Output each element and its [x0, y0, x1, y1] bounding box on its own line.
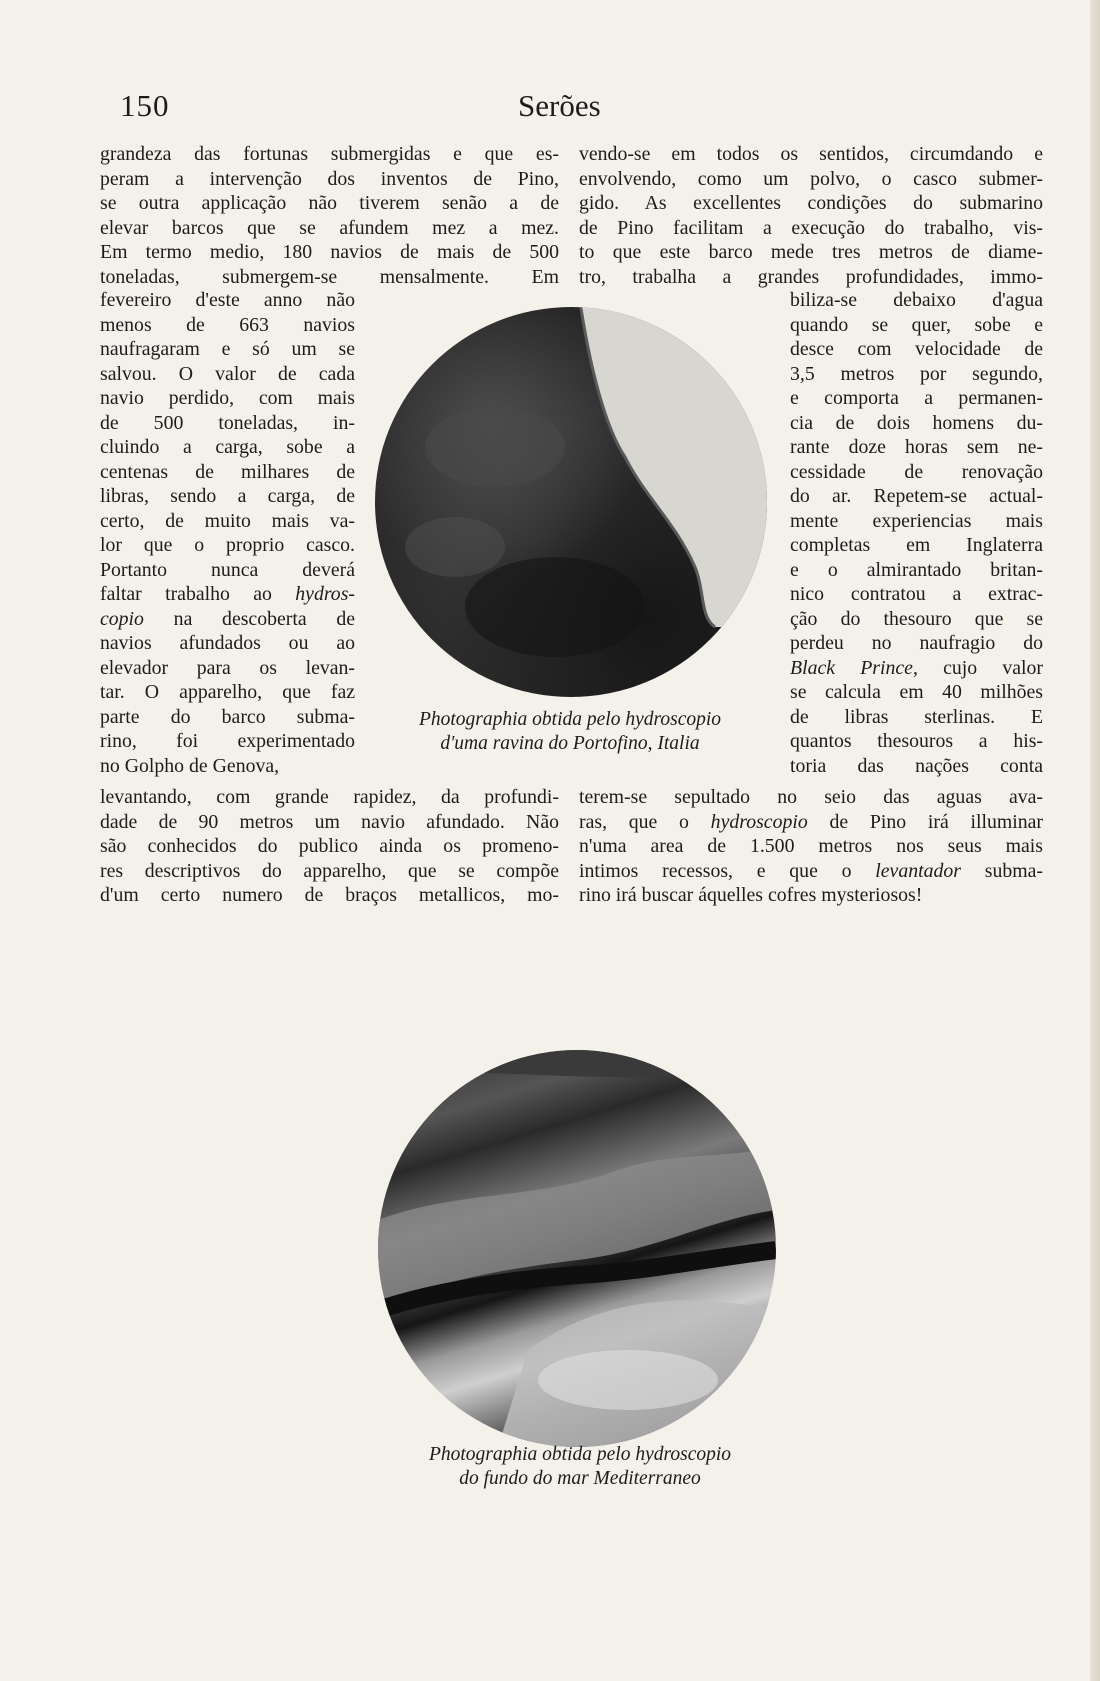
left-column-top-text: [100, 142, 559, 289]
text-line: naufragaram e só um se: [100, 338, 355, 360]
italic-term: copio: [100, 607, 144, 630]
text-line: ção do thesouro que se: [790, 607, 1043, 630]
left-column-wrap-text: [100, 288, 355, 778]
page-number: 150: [120, 88, 170, 123]
text-fragment: intimos recessos, e que o: [579, 859, 852, 882]
text-fragment: subma-: [984, 859, 1043, 882]
text-line: lor que o proprio casco.: [100, 534, 355, 556]
text-line: vendo-se em todos os sentidos, circumdando e: [579, 143, 1043, 165]
text-line: de 500 toneladas, in-: [100, 411, 355, 434]
text-line: parte do barco subma-: [100, 705, 355, 728]
text-line: tro, trabalha a grandes profundidades, immo-: [579, 265, 1043, 288]
text-line: desce com velocidade de: [790, 338, 1043, 360]
text-line: toneladas, submergem-se mensalmente. Em: [100, 265, 559, 288]
text-line: Portanto nunca deverá: [100, 558, 355, 581]
text-line: se outra applicação não tiverem senão a de: [100, 192, 559, 214]
text-line: biliza-se debaixo d'agua: [790, 289, 1043, 311]
text-line: cluindo a carga, sobe a: [100, 436, 355, 458]
text-line: terem-se sepultado no seio das aguas ava-: [579, 786, 1043, 808]
text-line: mente experiencias mais: [790, 509, 1043, 532]
text-line: cessidade de renovação: [790, 460, 1043, 483]
caption-line: Photographia obtida pelo hydroscopio: [418, 709, 722, 730]
text-fragment: ras, que o: [579, 810, 689, 833]
text-line: salvou. O valor de cada: [100, 362, 355, 385]
text-line: levantando, com grande rapidez, da profundi-: [100, 786, 559, 808]
text-line: Em termo medio, 180 navios de mais de 500: [100, 241, 559, 263]
seabed-photograph: [378, 1050, 776, 1447]
text-line: [790, 656, 1043, 681]
text-line: navios afundados ou ao: [100, 632, 355, 654]
ravine-photo-art: [375, 307, 767, 697]
italic-ship-name: Black Prince,: [790, 656, 918, 679]
left-column-bottom-text: [100, 785, 559, 908]
text-line: elevar barcos que se afundem mez a mez.: [100, 216, 559, 239]
text-fragment: cujo valor: [943, 656, 1044, 679]
text-line: fevereiro d'este anno não: [100, 289, 355, 311]
text-line: menos de 663 navios: [100, 313, 355, 336]
photo-caption-2: [370, 1443, 790, 1491]
italic-term: hydroscopio: [710, 810, 808, 833]
ravine-photograph: [375, 307, 767, 697]
text-line: 3,5 metros por segundo,: [790, 362, 1043, 385]
text-line: de libras sterlinas. E: [790, 705, 1043, 728]
right-column-bottom-text: [579, 785, 1043, 908]
text-line: se calcula em 40 milhões: [790, 681, 1043, 703]
text-line: tar. O apparelho, que faz: [100, 681, 355, 703]
text-line: [100, 607, 355, 632]
page-header: [120, 88, 980, 128]
text-line: perdeu no naufragio do: [790, 632, 1043, 654]
text-line: são conhecidos do publico ainda os promeno-: [100, 835, 559, 857]
running-title: Serões: [518, 88, 601, 123]
text-line: envolvendo, como um polvo, o casco submer-: [579, 167, 1043, 190]
text-line: quantos thesouros a his-: [790, 730, 1043, 752]
text-line: e comporta a permanen-: [790, 387, 1043, 409]
text-line: peram a intervenção dos inventos de Pino,: [100, 167, 559, 190]
right-column-top-text: [579, 142, 1043, 289]
text-line: rino irá buscar áquelles cofres mysteriosos!: [579, 884, 923, 906]
text-line: elevador para os levan-: [100, 656, 355, 679]
text-line: no Golpho de Genova,: [100, 754, 280, 777]
text-line: res descriptivos do apparelho, que se compõe: [100, 859, 559, 882]
text-line: rante doze horas sem ne-: [790, 436, 1043, 458]
italic-term: levantador: [875, 859, 961, 882]
photo-caption-1: [355, 708, 785, 756]
text-line: centenas de milhares de: [100, 460, 355, 483]
right-column-wrap-text: [790, 288, 1043, 778]
text-line: [579, 859, 1043, 884]
text-line: rino, foi experimentado: [100, 730, 355, 752]
text-line: d'um certo numero de braços metallicos, mo-: [100, 884, 559, 906]
caption-line: d'uma ravina do Portofino, Italia: [440, 733, 700, 754]
text-line: navio perdido, com mais: [100, 387, 355, 409]
page-edge: [1090, 0, 1100, 1681]
seabed-photo-art: [378, 1050, 776, 1447]
text-line: e o almirantado britan-: [790, 558, 1043, 581]
italic-term: hydros-: [295, 583, 355, 605]
caption-line: Photographia obtida pelo hydroscopio: [428, 1444, 732, 1465]
text-line: libras, sendo a carga, de: [100, 485, 355, 507]
text-line: completas em Inglaterra: [790, 534, 1043, 556]
text-line: to que este barco mede tres metros de diame-: [579, 241, 1043, 263]
caption-line: do fundo do mar Mediterraneo: [459, 1468, 701, 1489]
text-line: gido. As excellentes condições do submarino: [579, 192, 1043, 214]
text-line: quando se quer, sobe e: [790, 313, 1043, 336]
text-line: certo, de muito mais va-: [100, 509, 355, 532]
text-fragment: faltar trabalho ao: [100, 583, 272, 605]
text-line: grandeza das fortunas submergidas e que es-: [100, 143, 559, 165]
text-line: dade de 90 metros um navio afundado. Não: [100, 810, 559, 833]
text-fragment: de Pino irá illuminar: [829, 810, 1043, 833]
text-line: n'uma area de 1.500 metros nos seus mais: [579, 835, 1043, 857]
text-fragment: na descoberta de: [173, 607, 355, 630]
text-line: [100, 582, 355, 607]
text-line: toria das nações conta: [790, 754, 1043, 777]
text-line: nico contratou a extrac-: [790, 583, 1043, 605]
text-line: do ar. Repetem-se actual-: [790, 485, 1043, 507]
text-line: cia de dois homens du-: [790, 411, 1043, 434]
text-line: de Pino facilitam a execução do trabalho, vis-: [579, 216, 1043, 239]
text-line: [579, 810, 1043, 835]
